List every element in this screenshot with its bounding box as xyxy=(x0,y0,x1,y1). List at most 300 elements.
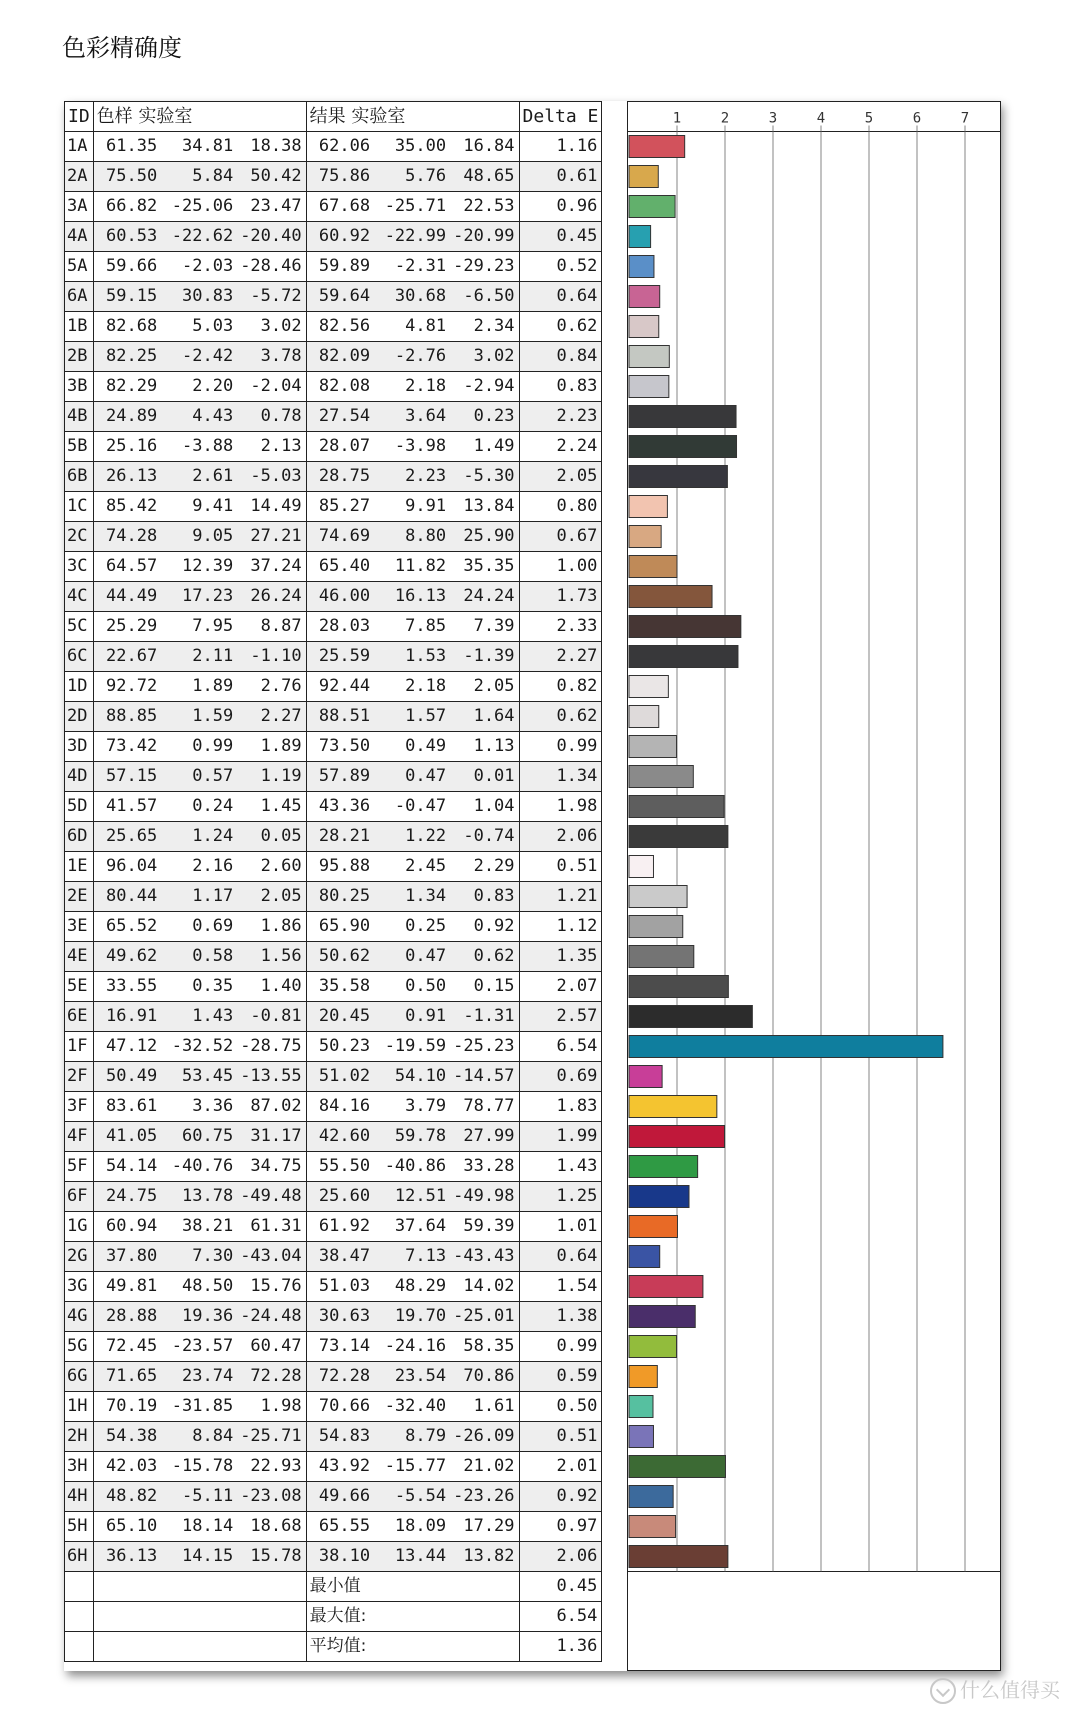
checkmark-logo-icon xyxy=(930,1678,956,1704)
bar xyxy=(629,1306,695,1328)
sample-value: -25.71 xyxy=(237,1422,306,1452)
result-value: 3.79 xyxy=(374,1092,450,1122)
table-row xyxy=(65,1332,602,1362)
summary-blank xyxy=(65,1602,94,1632)
sample-value: 37.80 xyxy=(93,1242,161,1272)
row-id: 2E xyxy=(65,882,94,912)
result-value: 50.23 xyxy=(306,1032,374,1062)
row-id: 1C xyxy=(65,492,94,522)
table-row xyxy=(65,1362,602,1392)
row-id: 6E xyxy=(65,1002,94,1032)
sample-value: 0.35 xyxy=(161,972,237,1002)
result-value: 73.14 xyxy=(306,1332,374,1362)
delta-e-value: 0.64 xyxy=(519,282,602,312)
result-value: 2.34 xyxy=(450,312,519,342)
result-value: 17.29 xyxy=(450,1512,519,1542)
sample-value: 75.50 xyxy=(93,162,161,192)
sample-value: 17.23 xyxy=(161,582,237,612)
result-value: 1.49 xyxy=(450,432,519,462)
sample-value: 92.72 xyxy=(93,672,161,702)
sample-value: 3.78 xyxy=(237,342,306,372)
result-value: 28.21 xyxy=(306,822,374,852)
result-value: -5.30 xyxy=(450,462,519,492)
sample-value: -32.52 xyxy=(161,1032,237,1062)
summary-label: 最大值: xyxy=(306,1602,519,1632)
result-value: -25.71 xyxy=(374,192,450,222)
result-value: 28.03 xyxy=(306,612,374,642)
x-tick-label: 5 xyxy=(864,110,874,127)
sample-value: 14.49 xyxy=(237,492,306,522)
result-value: -19.59 xyxy=(374,1032,450,1062)
result-value: 28.75 xyxy=(306,462,374,492)
sample-value: -3.88 xyxy=(161,432,237,462)
summary-blank xyxy=(65,1632,94,1662)
sample-value: 23.74 xyxy=(161,1362,237,1392)
sample-value: 3.36 xyxy=(161,1092,237,1122)
sample-value: 23.47 xyxy=(237,192,306,222)
sample-value: 1.40 xyxy=(237,972,306,1002)
sample-value: 2.05 xyxy=(237,882,306,912)
delta-e-value: 0.92 xyxy=(519,1482,602,1512)
bar xyxy=(629,1246,660,1268)
result-value: 25.90 xyxy=(450,522,519,552)
sample-value: 50.49 xyxy=(93,1062,161,1092)
bar xyxy=(629,406,736,428)
delta-e-value: 0.51 xyxy=(519,1422,602,1452)
sample-value: 26.24 xyxy=(237,582,306,612)
sample-value: 1.89 xyxy=(237,732,306,762)
sample-value: 49.81 xyxy=(93,1272,161,1302)
sample-value: 1.98 xyxy=(237,1392,306,1422)
row-id: 4G xyxy=(65,1302,94,1332)
delta-e-value: 0.69 xyxy=(519,1062,602,1092)
sample-value: 25.29 xyxy=(93,612,161,642)
result-value: 16.84 xyxy=(450,132,519,162)
result-value: 43.92 xyxy=(306,1452,374,1482)
row-id: 1E xyxy=(65,852,94,882)
result-value: -32.40 xyxy=(374,1392,450,1422)
delta-e-value: 2.01 xyxy=(519,1452,602,1482)
table-row xyxy=(65,522,602,552)
result-value: 35.00 xyxy=(374,132,450,162)
row-id: 1D xyxy=(65,672,94,702)
delta-e-value: 1.34 xyxy=(519,762,602,792)
sample-value: 65.52 xyxy=(93,912,161,942)
result-value: 11.82 xyxy=(374,552,450,582)
table-row xyxy=(65,942,602,972)
result-value: 4.81 xyxy=(374,312,450,342)
result-value: -1.39 xyxy=(450,642,519,672)
result-value: -25.01 xyxy=(450,1302,519,1332)
delta-e-value: 0.61 xyxy=(519,162,602,192)
sample-value: 25.16 xyxy=(93,432,161,462)
result-value: 1.22 xyxy=(374,822,450,852)
result-value: 59.39 xyxy=(450,1212,519,1242)
sample-value: 0.58 xyxy=(161,942,237,972)
sample-value: -13.55 xyxy=(237,1062,306,1092)
row-id: 6G xyxy=(65,1362,94,1392)
sample-value: 7.30 xyxy=(161,1242,237,1272)
summary-row xyxy=(65,1572,602,1602)
summary-blank xyxy=(93,1602,306,1632)
bar xyxy=(629,556,677,578)
row-id: 2F xyxy=(65,1062,94,1092)
sample-value: -40.76 xyxy=(161,1152,237,1182)
delta-e-bar-chart xyxy=(627,101,1001,1671)
bar xyxy=(629,436,737,458)
delta-e-value: 0.52 xyxy=(519,252,602,282)
sample-value: 1.45 xyxy=(237,792,306,822)
result-value: 7.13 xyxy=(374,1242,450,1272)
sample-value: 0.69 xyxy=(161,912,237,942)
bar xyxy=(629,1426,653,1448)
table-row xyxy=(65,702,602,732)
result-value: 46.00 xyxy=(306,582,374,612)
sample-value: 0.99 xyxy=(161,732,237,762)
row-id: 4C xyxy=(65,582,94,612)
sample-value: 2.13 xyxy=(237,432,306,462)
delta-e-value: 1.73 xyxy=(519,582,602,612)
result-value: 48.65 xyxy=(450,162,519,192)
row-id: 6C xyxy=(65,642,94,672)
delta-e-value: 1.54 xyxy=(519,1272,602,1302)
bar xyxy=(629,1036,943,1058)
header-sample: 色样 实验室 xyxy=(93,102,306,132)
sample-value: 2.20 xyxy=(161,372,237,402)
sample-value: 33.55 xyxy=(93,972,161,1002)
sample-value: 61.31 xyxy=(237,1212,306,1242)
sample-value: 18.38 xyxy=(237,132,306,162)
sample-value: 82.29 xyxy=(93,372,161,402)
result-value: 0.01 xyxy=(450,762,519,792)
table-row xyxy=(65,192,602,222)
result-value: 0.47 xyxy=(374,942,450,972)
result-value: 38.10 xyxy=(306,1542,374,1572)
sample-value: 60.75 xyxy=(161,1122,237,1152)
result-value: 54.10 xyxy=(374,1062,450,1092)
sample-value: -2.03 xyxy=(161,252,237,282)
delta-e-value: 1.21 xyxy=(519,882,602,912)
row-id: 5F xyxy=(65,1152,94,1182)
result-value: 35.35 xyxy=(450,552,519,582)
result-value: 0.23 xyxy=(450,402,519,432)
sample-value: 42.03 xyxy=(93,1452,161,1482)
row-id: 2D xyxy=(65,702,94,732)
row-id: 2A xyxy=(65,162,94,192)
sample-value: 59.66 xyxy=(93,252,161,282)
result-value: 1.61 xyxy=(450,1392,519,1422)
table-row xyxy=(65,1182,602,1212)
bar xyxy=(629,166,658,188)
result-value: -26.09 xyxy=(450,1422,519,1452)
result-value: 57.89 xyxy=(306,762,374,792)
result-value: 16.13 xyxy=(374,582,450,612)
summary-blank xyxy=(93,1572,306,1602)
delta-e-value: 1.43 xyxy=(519,1152,602,1182)
row-id: 6F xyxy=(65,1182,94,1212)
delta-e-value: 1.16 xyxy=(519,132,602,162)
table-row xyxy=(65,822,602,852)
result-value: 0.15 xyxy=(450,972,519,1002)
delta-e-value: 1.83 xyxy=(519,1092,602,1122)
bar xyxy=(629,886,687,908)
bar xyxy=(629,376,669,398)
table-row xyxy=(65,1032,602,1062)
row-id: 4E xyxy=(65,942,94,972)
sample-value: 38.21 xyxy=(161,1212,237,1242)
table-row xyxy=(65,1392,602,1422)
sample-value: 7.95 xyxy=(161,612,237,642)
bar xyxy=(629,466,727,488)
result-value: 2.23 xyxy=(374,462,450,492)
result-value: 2.29 xyxy=(450,852,519,882)
row-id: 5A xyxy=(65,252,94,282)
bar xyxy=(629,1066,662,1088)
result-value: 30.68 xyxy=(374,282,450,312)
result-value: 22.53 xyxy=(450,192,519,222)
table-row xyxy=(65,342,602,372)
result-value: 0.83 xyxy=(450,882,519,912)
delta-e-value: 1.35 xyxy=(519,942,602,972)
sample-value: 72.45 xyxy=(93,1332,161,1362)
table-row xyxy=(65,312,602,342)
result-value: 88.51 xyxy=(306,702,374,732)
result-value: 1.64 xyxy=(450,702,519,732)
table-row xyxy=(65,372,602,402)
result-value: 9.91 xyxy=(374,492,450,522)
sample-value: 8.87 xyxy=(237,612,306,642)
sample-value: 31.17 xyxy=(237,1122,306,1152)
sample-value: 1.89 xyxy=(161,672,237,702)
bar xyxy=(629,1546,728,1568)
result-value: 20.45 xyxy=(306,1002,374,1032)
table-row xyxy=(65,1512,602,1542)
sample-value: -28.75 xyxy=(237,1032,306,1062)
result-value: 35.58 xyxy=(306,972,374,1002)
result-value: 72.28 xyxy=(306,1362,374,1392)
sample-value: 1.43 xyxy=(161,1002,237,1032)
sample-value: 82.25 xyxy=(93,342,161,372)
result-value: -15.77 xyxy=(374,1452,450,1482)
row-id: 6D xyxy=(65,822,94,852)
result-value: 62.06 xyxy=(306,132,374,162)
result-value: 2.18 xyxy=(374,372,450,402)
result-value: 0.62 xyxy=(450,942,519,972)
page-title: 色彩精确度 xyxy=(62,34,182,62)
sample-value: 18.14 xyxy=(161,1512,237,1542)
sample-value: 1.24 xyxy=(161,822,237,852)
table-row xyxy=(65,762,602,792)
sample-value: 80.44 xyxy=(93,882,161,912)
result-value: 28.07 xyxy=(306,432,374,462)
result-value: 84.16 xyxy=(306,1092,374,1122)
table-row xyxy=(65,792,602,822)
sample-value: 59.15 xyxy=(93,282,161,312)
result-value: 38.47 xyxy=(306,1242,374,1272)
sample-value: 0.24 xyxy=(161,792,237,822)
result-value: -1.31 xyxy=(450,1002,519,1032)
result-value: 51.02 xyxy=(306,1062,374,1092)
result-value: 24.24 xyxy=(450,582,519,612)
result-value: 25.60 xyxy=(306,1182,374,1212)
result-value: 65.90 xyxy=(306,912,374,942)
sample-value: 25.65 xyxy=(93,822,161,852)
sample-value: 5.84 xyxy=(161,162,237,192)
delta-e-value: 0.99 xyxy=(519,1332,602,1362)
summary-row xyxy=(65,1602,602,1632)
row-id: 4H xyxy=(65,1482,94,1512)
result-value: 1.57 xyxy=(374,702,450,732)
result-value: 59.89 xyxy=(306,252,374,282)
sample-value: 2.27 xyxy=(237,702,306,732)
result-value: 2.05 xyxy=(450,672,519,702)
summary-value: 0.45 xyxy=(519,1572,602,1602)
result-value: 1.13 xyxy=(450,732,519,762)
sample-value: 34.75 xyxy=(237,1152,306,1182)
bar xyxy=(629,586,712,608)
table-row xyxy=(65,642,602,672)
sample-value: 0.05 xyxy=(237,822,306,852)
table-row xyxy=(65,492,602,522)
sample-value: 13.78 xyxy=(161,1182,237,1212)
row-id: 5G xyxy=(65,1332,94,1362)
row-id: 3E xyxy=(65,912,94,942)
result-value: 0.47 xyxy=(374,762,450,792)
bar xyxy=(629,1456,725,1478)
result-value: 7.39 xyxy=(450,612,519,642)
summary-value: 6.54 xyxy=(519,1602,602,1632)
table-row xyxy=(65,1272,602,1302)
sample-value: 48.50 xyxy=(161,1272,237,1302)
result-value: -2.94 xyxy=(450,372,519,402)
row-id: 3G xyxy=(65,1272,94,1302)
result-value: 18.09 xyxy=(374,1512,450,1542)
table-row xyxy=(65,852,602,882)
bar xyxy=(629,1336,677,1358)
sample-value: 37.24 xyxy=(237,552,306,582)
sample-value: 60.47 xyxy=(237,1332,306,1362)
sample-value: 15.76 xyxy=(237,1272,306,1302)
result-value: 1.04 xyxy=(450,792,519,822)
sample-value: -0.81 xyxy=(237,1002,306,1032)
result-value: 92.44 xyxy=(306,672,374,702)
table-row xyxy=(65,1422,602,1452)
row-id: 6B xyxy=(65,462,94,492)
delta-e-value: 2.57 xyxy=(519,1002,602,1032)
row-id: 3A xyxy=(65,192,94,222)
result-value: 59.64 xyxy=(306,282,374,312)
result-value: -25.23 xyxy=(450,1032,519,1062)
row-id: 1G xyxy=(65,1212,94,1242)
summary-blank xyxy=(65,1572,94,1602)
delta-e-value: 0.84 xyxy=(519,342,602,372)
result-value: 95.88 xyxy=(306,852,374,882)
result-value: 85.27 xyxy=(306,492,374,522)
row-id: 6A xyxy=(65,282,94,312)
delta-e-value: 1.99 xyxy=(519,1122,602,1152)
sample-value: 4.43 xyxy=(161,402,237,432)
delta-e-value: 0.97 xyxy=(519,1512,602,1542)
table-row xyxy=(65,912,602,942)
delta-e-value: 0.45 xyxy=(519,222,602,252)
sample-value: 3.02 xyxy=(237,312,306,342)
result-value: -3.98 xyxy=(374,432,450,462)
delta-e-value: 2.27 xyxy=(519,642,602,672)
delta-e-value: 1.98 xyxy=(519,792,602,822)
row-id: 4B xyxy=(65,402,94,432)
result-value: 82.08 xyxy=(306,372,374,402)
x-tick-label: 7 xyxy=(960,110,970,127)
result-value: -49.98 xyxy=(450,1182,519,1212)
x-tick-label: 1 xyxy=(672,110,682,127)
sample-value: 8.84 xyxy=(161,1422,237,1452)
sample-value: 41.57 xyxy=(93,792,161,822)
table-row xyxy=(65,882,602,912)
sample-value: 47.12 xyxy=(93,1032,161,1062)
bar xyxy=(629,916,683,938)
table-row xyxy=(65,402,602,432)
bar xyxy=(629,196,675,218)
sample-value: 60.94 xyxy=(93,1212,161,1242)
sample-value: -20.40 xyxy=(237,222,306,252)
sample-value: 60.53 xyxy=(93,222,161,252)
table-row xyxy=(65,672,602,702)
result-value: 3.02 xyxy=(450,342,519,372)
sample-value: 26.13 xyxy=(93,462,161,492)
sample-value: 36.13 xyxy=(93,1542,161,1572)
result-value: 51.03 xyxy=(306,1272,374,1302)
row-id: 5E xyxy=(65,972,94,1002)
bar xyxy=(629,646,738,668)
result-value: 23.54 xyxy=(374,1362,450,1392)
delta-e-value: 6.54 xyxy=(519,1032,602,1062)
result-value: -24.16 xyxy=(374,1332,450,1362)
result-value: 74.69 xyxy=(306,522,374,552)
result-value: 30.63 xyxy=(306,1302,374,1332)
watermark-text: 什么值得买 xyxy=(960,1677,1060,1702)
sample-value: 53.45 xyxy=(161,1062,237,1092)
result-value: 33.28 xyxy=(450,1152,519,1182)
summary-label: 最小值 xyxy=(306,1572,519,1602)
result-value: 25.59 xyxy=(306,642,374,672)
row-id: 4A xyxy=(65,222,94,252)
sample-value: 16.91 xyxy=(93,1002,161,1032)
x-tick-label: 2 xyxy=(720,110,730,127)
result-value: -14.57 xyxy=(450,1062,519,1092)
table-row xyxy=(65,612,602,642)
bar xyxy=(629,616,741,638)
sample-value: 83.61 xyxy=(93,1092,161,1122)
sample-value: 2.61 xyxy=(161,462,237,492)
result-value: 8.80 xyxy=(374,522,450,552)
result-value: 61.92 xyxy=(306,1212,374,1242)
x-tick-label: 4 xyxy=(816,110,826,127)
delta-e-value: 1.38 xyxy=(519,1302,602,1332)
bar xyxy=(629,1156,698,1178)
result-value: -22.99 xyxy=(374,222,450,252)
delta-e-value: 0.83 xyxy=(519,372,602,402)
result-value: 78.77 xyxy=(450,1092,519,1122)
bar xyxy=(629,946,694,968)
bar xyxy=(629,826,728,848)
header-id: ID xyxy=(65,102,94,132)
x-tick-label: 3 xyxy=(768,110,778,127)
bar xyxy=(629,1126,725,1148)
bar xyxy=(629,496,667,518)
result-value: 27.99 xyxy=(450,1122,519,1152)
row-id: 1B xyxy=(65,312,94,342)
row-id: 1F xyxy=(65,1032,94,1062)
